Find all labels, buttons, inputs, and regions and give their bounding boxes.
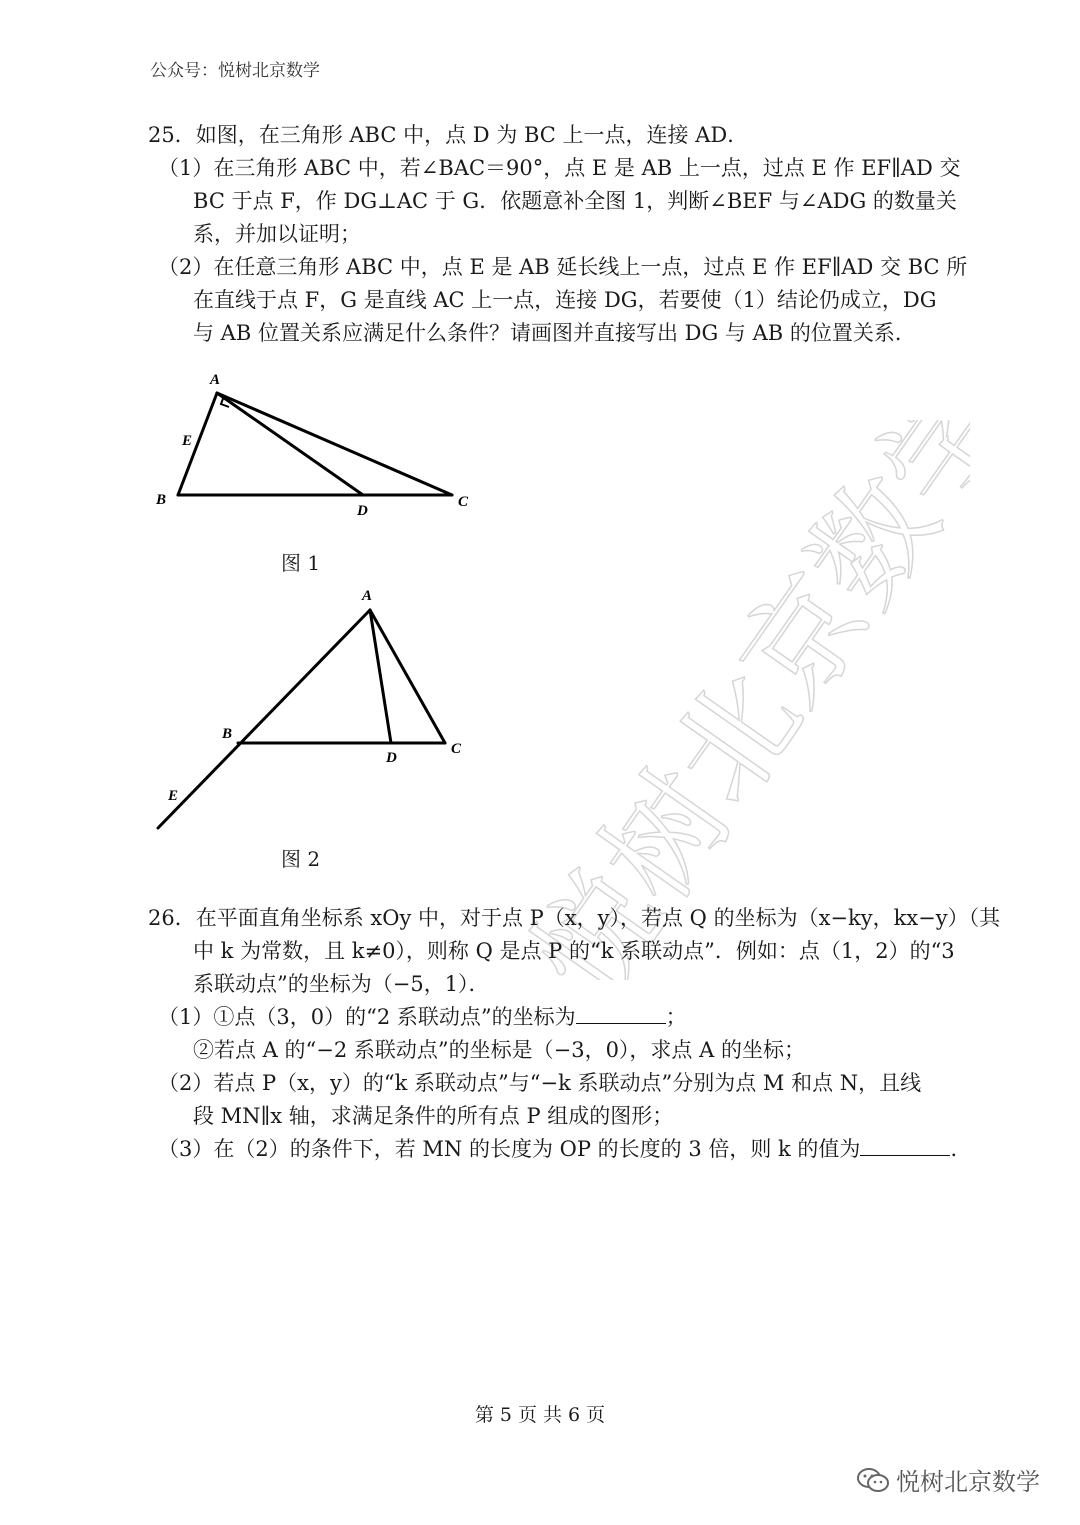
page-footer: 第 5 页 共 6 页 xyxy=(474,1404,606,1426)
q25-line-4: 系，并加以证明； xyxy=(193,222,361,246)
figure-1 xyxy=(140,365,500,525)
figure-2 xyxy=(140,580,480,840)
q26-line-5: ②若点 A 的“−2 系联动点”的坐标是（−3，0），求点 A 的坐标； xyxy=(193,1038,805,1062)
fig1-label-a: A xyxy=(210,372,221,388)
q25-line-1: 25．如图，在三角形 ABC 中，点 D 为 BC 上一点，连接 AD． xyxy=(148,123,749,147)
q26-line-8 xyxy=(158,1134,971,1164)
page-header: 公众号：悦树北京数学 xyxy=(150,61,320,81)
answer-blank-2 xyxy=(860,1154,950,1156)
q25-line-7: 与 AB 位置关系应满足什么条件？请画图并直接写出 DG 与 AB 的位置关系． xyxy=(193,321,916,345)
q25-line-3: BC 于点 F，作 DG⊥AC 于 G．依题意补全图 1，判断∠BEF 与∠ADG 的数量关 xyxy=(193,189,957,213)
q26-part3-text: （3）在（2）的条件下，若 MN 的长度为 OP 的长度的 3 倍，则 k 的值为 xyxy=(158,1137,861,1161)
fig1-label-d: D xyxy=(357,503,368,519)
watermark-text: 悦树北京数学 xyxy=(507,420,970,980)
figure-1-caption: 图 1 xyxy=(281,551,321,575)
fig1-label-b: B xyxy=(156,492,167,508)
q26-line-2: 中 k 为常数，且 k≠0），则称 Q 是点 P 的“k 系联动点”．例如：点（1，2）的“3 xyxy=(193,939,955,963)
fig1-label-e: E xyxy=(182,433,193,449)
fig1-side-ac xyxy=(217,393,452,495)
q26-line-6: （2）若点 P（x，y）的“k 系联动点”与“−k 系联动点”分别为点 M 和点 N，且线 xyxy=(158,1071,922,1095)
q26-line-4 xyxy=(158,1002,687,1032)
wechat-icon xyxy=(856,1466,890,1494)
fig2-label-e: E xyxy=(168,788,179,804)
q26-part1-end: ； xyxy=(665,1005,687,1029)
q25-line-6: 在直线于点 F，G 是直线 AC 上一点，连接 DG，若要使（1）结论仍成立，DG xyxy=(193,288,937,312)
brand-mark xyxy=(856,1462,1040,1497)
fig2-line-ae xyxy=(158,610,370,828)
fig2-label-a: A xyxy=(362,588,373,604)
q26-line-7: 段 MN∥x 轴，求满足条件的所有点 P 组成的图形； xyxy=(193,1104,674,1128)
fig1-segment-ad xyxy=(217,393,363,495)
q26-part1-text: （1）①点（3，0）的“2 系联动点”的坐标为 xyxy=(158,1005,576,1029)
fig1-label-c: C xyxy=(458,494,469,510)
fig2-label-d: D xyxy=(386,750,397,766)
q26-line-1: 26．在平面直角坐标系 xOy 中，对于点 P（x，y），若点 Q 的坐标为（x−ky，kx−y）（其 xyxy=(148,906,1001,930)
fig2-label-c: C xyxy=(451,741,462,757)
figure-2-caption: 图 2 xyxy=(281,847,321,871)
q26-part3-end: ． xyxy=(950,1137,972,1161)
brand-text: 悦树北京数学 xyxy=(896,1468,1040,1496)
q25-line-2: （1）在三角形 ABC 中，若∠BAC＝90°，点 E 是 AB 上一点，过点 E 作 EF∥AD 交 xyxy=(158,156,961,180)
q26-line-3: 系联动点”的坐标为（−5，1）． xyxy=(193,972,490,996)
fig2-label-b: B xyxy=(222,726,233,742)
answer-blank-1 xyxy=(576,1022,666,1024)
q25-line-5: （2）在任意三角形 ABC 中，点 E 是 AB 延长线上一点，过点 E 作 EF∥AD 交 BC 所 xyxy=(158,255,968,279)
